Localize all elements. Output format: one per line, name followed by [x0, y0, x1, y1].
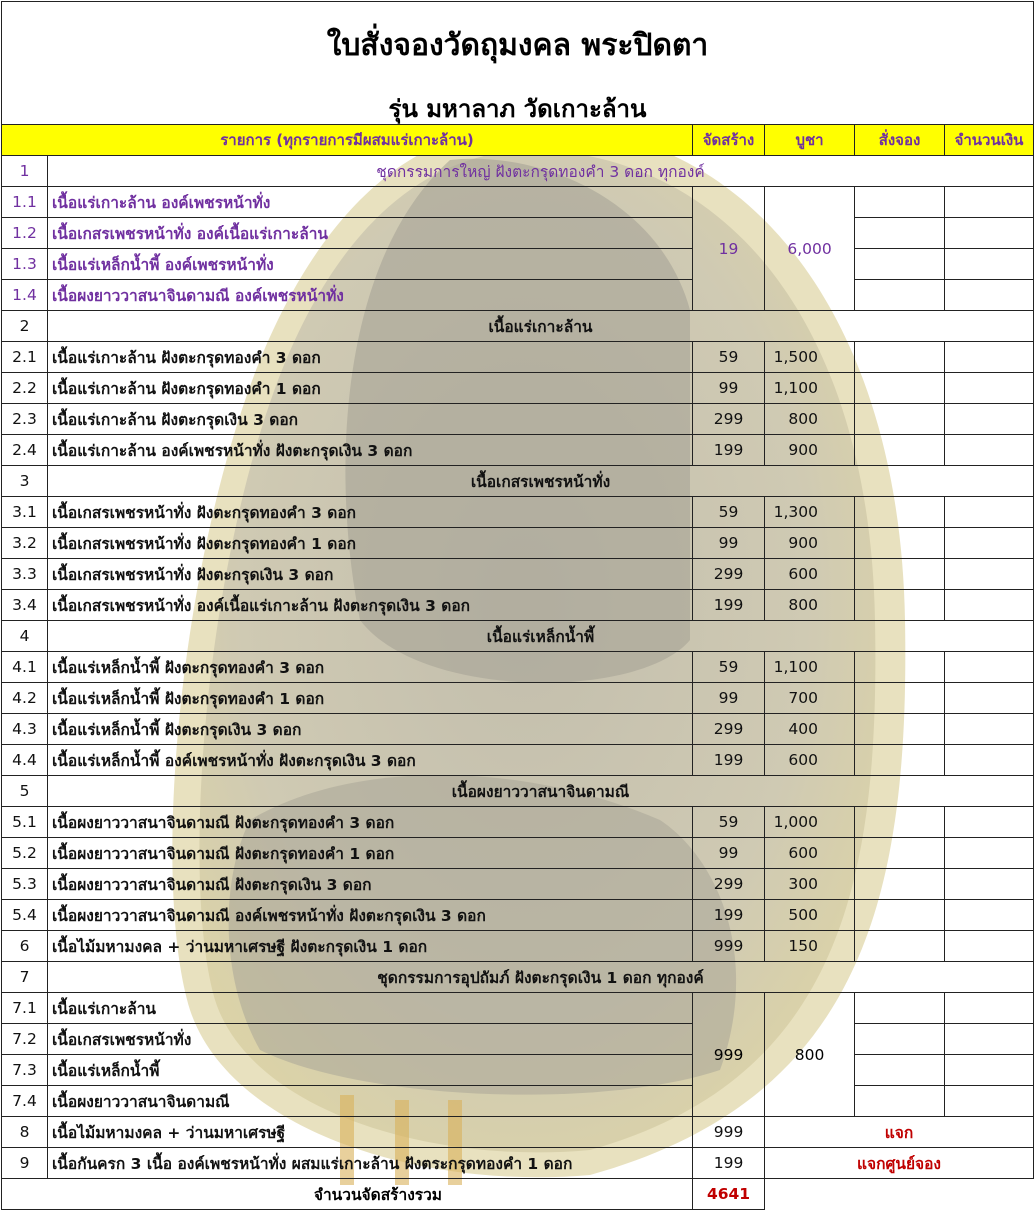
header-item: รายการ (ทุกรายการมีผสมแร่เกาะล้าน) — [2, 125, 693, 156]
price-value: 500 — [765, 900, 855, 931]
made-count: 59 — [693, 342, 765, 373]
form-title: ใบสั่งจองวัดถุมงคล พระปิดตา — [326, 28, 709, 63]
price-value: 1,500 — [765, 342, 855, 373]
section-number: 7 — [2, 962, 48, 993]
amount-cell[interactable] — [945, 249, 1034, 280]
item-name: เนื้อกันครก 3 เนื้อ องค์เพชรหน้าทั่ง ผสมแร่เกาะล้าน ฝังตระกรุดทองคำ 1 ดอก — [48, 1148, 693, 1179]
item-name: เนื้อเกสรเพชรหน้าทั่ง ฝังตะกรุดเงิน 3 ดอก — [48, 559, 693, 590]
amount-cell[interactable] — [945, 1024, 1034, 1055]
section-title: เนื้อแร่เหล็กน้ำพี้ — [48, 621, 1034, 652]
price-value: 1,000 — [765, 807, 855, 838]
section-title: เนื้อผงยาววาสนาจินดามณี — [48, 776, 1034, 807]
made-count: 999 — [693, 993, 765, 1117]
order-cell[interactable] — [855, 745, 945, 776]
item-number: 1.2 — [2, 218, 48, 249]
item-name: เนื้อแร่เกาะล้าน ฝังตะกรุดทองคำ 1 ดอก — [48, 373, 693, 404]
amount-cell[interactable] — [945, 373, 1034, 404]
amount-cell[interactable] — [945, 1055, 1034, 1086]
price-value: 1,300 — [765, 497, 855, 528]
table-row — [2, 714, 1034, 745]
amount-cell[interactable] — [945, 931, 1034, 962]
amount-cell[interactable] — [945, 652, 1034, 683]
item-number: 2.2 — [2, 373, 48, 404]
order-cell[interactable] — [855, 993, 945, 1024]
made-count: 99 — [693, 838, 765, 869]
item-number: 1.3 — [2, 249, 48, 280]
item-name: เนื้อแร่เหล็กน้ำพี้ องค์เพชรหน้าทั่ง ฝังตะกรุดเงิน 3 ดอก — [48, 745, 693, 776]
section-title: ชุดกรรมการอุปถัมภ์ ฝังตะกรุดเงิน 1 ดอก ทุกองค์ — [48, 962, 1034, 993]
table-row — [2, 1024, 1034, 1055]
table-row — [2, 1148, 1034, 1179]
made-count: 59 — [693, 807, 765, 838]
made-count: 99 — [693, 528, 765, 559]
item-number: 6 — [2, 931, 48, 962]
price-value: 150 — [765, 931, 855, 962]
amount-cell[interactable] — [945, 1086, 1034, 1117]
section-row — [2, 466, 1034, 497]
made-count: 199 — [693, 435, 765, 466]
made-count: 299 — [693, 404, 765, 435]
amount-cell[interactable] — [945, 714, 1034, 745]
order-cell[interactable] — [855, 869, 945, 900]
made-count: 19 — [693, 187, 765, 311]
amount-cell[interactable] — [945, 280, 1034, 311]
order-cell[interactable] — [855, 838, 945, 869]
table-row — [2, 249, 1034, 280]
price-value: 900 — [765, 435, 855, 466]
order-cell[interactable] — [855, 714, 945, 745]
item-number: 1.4 — [2, 280, 48, 311]
order-cell[interactable] — [855, 404, 945, 435]
amount-cell[interactable] — [945, 869, 1034, 900]
order-cell[interactable] — [855, 342, 945, 373]
amount-cell[interactable] — [945, 497, 1034, 528]
amount-cell[interactable] — [945, 900, 1034, 931]
item-number: 4.3 — [2, 714, 48, 745]
section-row — [2, 962, 1034, 993]
price-value: 1,100 — [765, 373, 855, 404]
order-cell[interactable] — [855, 1055, 945, 1086]
header-row — [2, 125, 1034, 156]
item-name: เนื้อเกสรเพชรหน้าทั่ง ฝังตะกรุดทองคำ 1 ดอก — [48, 528, 693, 559]
item-name: เนื้อไม้มหามงคล + ว่านมหาเศรษฐี — [48, 1117, 693, 1148]
section-number: 5 — [2, 776, 48, 807]
order-cell[interactable] — [855, 683, 945, 714]
giveaway-note: แจก — [765, 1117, 1034, 1148]
table-row — [2, 993, 1034, 1024]
item-name: เนื้อแร่เหล็กน้ำพี้ องค์เพชรหน้าทั่ง — [48, 249, 693, 280]
order-cell[interactable] — [855, 218, 945, 249]
made-count: 59 — [693, 497, 765, 528]
item-name: เนื้อผงยาววาสนาจินดามณี ฝังตะกรุดทองคำ 3 ดอก — [48, 807, 693, 838]
item-name: เนื้อแร่เกาะล้าน ฝังตะกรุดทองคำ 3 ดอก — [48, 342, 693, 373]
price-value: 400 — [765, 714, 855, 745]
item-name: เนื้อแร่เหล็กน้ำพี้ ฝังตะกรุดทองคำ 3 ดอก — [48, 652, 693, 683]
item-number: 5.4 — [2, 900, 48, 931]
item-name: เนื้อแร่เหล็กน้ำพี้ ฝังตะกรุดทองคำ 1 ดอก — [48, 683, 693, 714]
item-name: เนื้อแร่เหล็กน้ำพี้ — [48, 1055, 693, 1086]
item-number: 3.4 — [2, 590, 48, 621]
total-value: 4641 — [693, 1179, 765, 1210]
price-value: 6,000 — [765, 187, 855, 311]
header-order: สั่งจอง — [855, 125, 945, 156]
item-name: เนื้อแร่เกาะล้าน ฝังตะกรุดเงิน 3 ดอก — [48, 404, 693, 435]
made-count: 199 — [693, 745, 765, 776]
item-number: 3.1 — [2, 497, 48, 528]
amount-cell[interactable] — [945, 838, 1034, 869]
price-value: 300 — [765, 869, 855, 900]
section-title: เนื้อเกสรเพชรหน้าทั่ง — [48, 466, 1034, 497]
price-value: 1,100 — [765, 652, 855, 683]
order-cell[interactable] — [855, 435, 945, 466]
item-number: 5.2 — [2, 838, 48, 869]
order-cell[interactable] — [855, 528, 945, 559]
table-row — [2, 1117, 1034, 1148]
table-row — [2, 187, 1034, 218]
price-value: 700 — [765, 683, 855, 714]
price-value: 800 — [765, 993, 855, 1117]
price-value: 600 — [765, 838, 855, 869]
item-name: เนื้อเกสรเพชรหน้าทั่ง องค์เนื้อแร่เกาะล้าน ฝังตะกรุดเงิน 3 ดอก — [48, 590, 693, 621]
section-row — [2, 776, 1034, 807]
table-row — [2, 683, 1034, 714]
made-count: 999 — [693, 1117, 765, 1148]
item-name: เนื้อแร่เกาะล้าน องค์เพชรหน้าทั่ง ฝังตะกรุดเงิน 3 ดอก — [48, 435, 693, 466]
item-number: 2.1 — [2, 342, 48, 373]
table-row — [2, 528, 1034, 559]
order-cell[interactable] — [855, 900, 945, 931]
order-cell[interactable] — [855, 590, 945, 621]
table-row — [2, 342, 1034, 373]
amount-cell[interactable] — [945, 435, 1034, 466]
table-row — [2, 590, 1034, 621]
made-count: 999 — [693, 931, 765, 962]
table-row — [2, 435, 1034, 466]
order-cell[interactable] — [855, 1086, 945, 1117]
made-count: 99 — [693, 373, 765, 404]
header-price: บูชา — [765, 125, 855, 156]
amount-cell[interactable] — [945, 807, 1034, 838]
made-count: 299 — [693, 714, 765, 745]
item-number: 2.3 — [2, 404, 48, 435]
item-number: 8 — [2, 1117, 48, 1148]
made-count: 299 — [693, 559, 765, 590]
item-number: 7.4 — [2, 1086, 48, 1117]
order-cell[interactable] — [855, 807, 945, 838]
table-row — [2, 280, 1034, 311]
title-box — [1, 1, 1034, 125]
item-number: 7.3 — [2, 1055, 48, 1086]
table-row — [2, 652, 1034, 683]
amount-cell[interactable] — [945, 745, 1034, 776]
amount-cell[interactable] — [945, 528, 1034, 559]
section-title: ชุดกรรมการใหญ่ ฝังตะกรุดทองคำ 3 ดอก ทุกองค์ — [48, 156, 1034, 187]
table-row — [2, 404, 1034, 435]
table-row — [2, 931, 1034, 962]
order-cell[interactable] — [855, 652, 945, 683]
section-number: 3 — [2, 466, 48, 497]
item-number: 4.2 — [2, 683, 48, 714]
header-amount: จำนวนเงิน — [945, 125, 1034, 156]
amount-cell[interactable] — [945, 993, 1034, 1024]
section-number: 4 — [2, 621, 48, 652]
table-row — [2, 869, 1034, 900]
item-name: เนื้อผงยาววาสนาจินดามณี องค์เพชรหน้าทั่ง — [48, 280, 693, 311]
total-empty — [765, 1179, 1034, 1210]
order-cell[interactable] — [855, 559, 945, 590]
made-count: 99 — [693, 683, 765, 714]
item-number: 9 — [2, 1148, 48, 1179]
amount-cell[interactable] — [945, 218, 1034, 249]
made-count: 199 — [693, 1148, 765, 1179]
order-cell[interactable] — [855, 249, 945, 280]
item-name: เนื้อผงยาววาสนาจินดามณี — [48, 1086, 693, 1117]
amount-cell[interactable] — [945, 590, 1034, 621]
item-number: 7.2 — [2, 1024, 48, 1055]
section-row — [2, 311, 1034, 342]
total-row — [2, 1179, 1034, 1210]
table-row — [2, 218, 1034, 249]
amount-cell[interactable] — [945, 342, 1034, 373]
item-number: 5.1 — [2, 807, 48, 838]
price-value: 800 — [765, 404, 855, 435]
order-cell[interactable] — [855, 931, 945, 962]
item-name: เนื้อผงยาววาสนาจินดามณี องค์เพชรหน้าทั่ง ฝังตะกรุดเงิน 3 ดอก — [48, 900, 693, 931]
price-value: 600 — [765, 559, 855, 590]
item-number: 3.2 — [2, 528, 48, 559]
item-number: 7.1 — [2, 993, 48, 1024]
item-number: 4.4 — [2, 745, 48, 776]
made-count: 299 — [693, 869, 765, 900]
made-count: 59 — [693, 652, 765, 683]
price-value: 600 — [765, 745, 855, 776]
order-table — [1, 124, 1034, 1210]
price-value: 900 — [765, 528, 855, 559]
order-cell[interactable] — [855, 1024, 945, 1055]
form-subtitle: รุ่น มหาลาภ วัดเกาะล้าน — [388, 95, 647, 123]
header-made: จัดสร้าง — [693, 125, 765, 156]
amount-cell[interactable] — [945, 683, 1034, 714]
made-count: 199 — [693, 590, 765, 621]
order-cell[interactable] — [855, 280, 945, 311]
item-name: เนื้อผงยาววาสนาจินดามณี ฝังตะกรุดทองคำ 1 ดอก — [48, 838, 693, 869]
section-number: 2 — [2, 311, 48, 342]
section-number: 1 — [2, 156, 48, 187]
item-number: 5.3 — [2, 869, 48, 900]
table-row — [2, 807, 1034, 838]
amount-cell[interactable] — [945, 559, 1034, 590]
item-name: เนื้อเกสรเพชรหน้าทั่ง — [48, 1024, 693, 1055]
item-number: 3.3 — [2, 559, 48, 590]
item-number: 4.1 — [2, 652, 48, 683]
order-cell[interactable] — [855, 187, 945, 218]
table-row — [2, 373, 1034, 404]
order-cell[interactable] — [855, 373, 945, 404]
section-title: เนื้อแร่เกาะล้าน — [48, 311, 1034, 342]
order-cell[interactable] — [855, 497, 945, 528]
item-name: เนื้อเกสรเพชรหน้าทั่ง ฝังตะกรุดทองคำ 3 ดอก — [48, 497, 693, 528]
amount-cell[interactable] — [945, 187, 1034, 218]
item-number: 1.1 — [2, 187, 48, 218]
price-value: 800 — [765, 590, 855, 621]
table-row — [2, 838, 1034, 869]
table-row — [2, 1055, 1034, 1086]
table-row — [2, 497, 1034, 528]
item-name: เนื้อผงยาววาสนาจินดามณี ฝังตะกรุดเงิน 3 ดอก — [48, 869, 693, 900]
table-row — [2, 745, 1034, 776]
section-row — [2, 156, 1034, 187]
total-label: จำนวนจัดสร้างรวม — [2, 1179, 693, 1210]
amount-cell[interactable] — [945, 404, 1034, 435]
table-row — [2, 1086, 1034, 1117]
section-row — [2, 621, 1034, 652]
giveaway-note: แจกศูนย์จอง — [765, 1148, 1034, 1179]
table-row — [2, 900, 1034, 931]
made-count: 199 — [693, 900, 765, 931]
table-row — [2, 559, 1034, 590]
item-name: เนื้อแร่เกาะล้าน องค์เพชรหน้าทั่ง — [48, 187, 693, 218]
item-number: 2.4 — [2, 435, 48, 466]
item-name: เนื้อไม้มหามงคล + ว่านมหาเศรษฐี ฝังตะกรุดเงิน 1 ดอก — [48, 931, 693, 962]
item-name: เนื้อเกสรเพชรหน้าทั่ง องค์เนื้อแร่เกาะล้าน — [48, 218, 693, 249]
item-name: เนื้อแร่เกาะล้าน — [48, 993, 693, 1024]
item-name: เนื้อแร่เหล็กน้ำพี้ ฝังตะกรุดเงิน 3 ดอก — [48, 714, 693, 745]
